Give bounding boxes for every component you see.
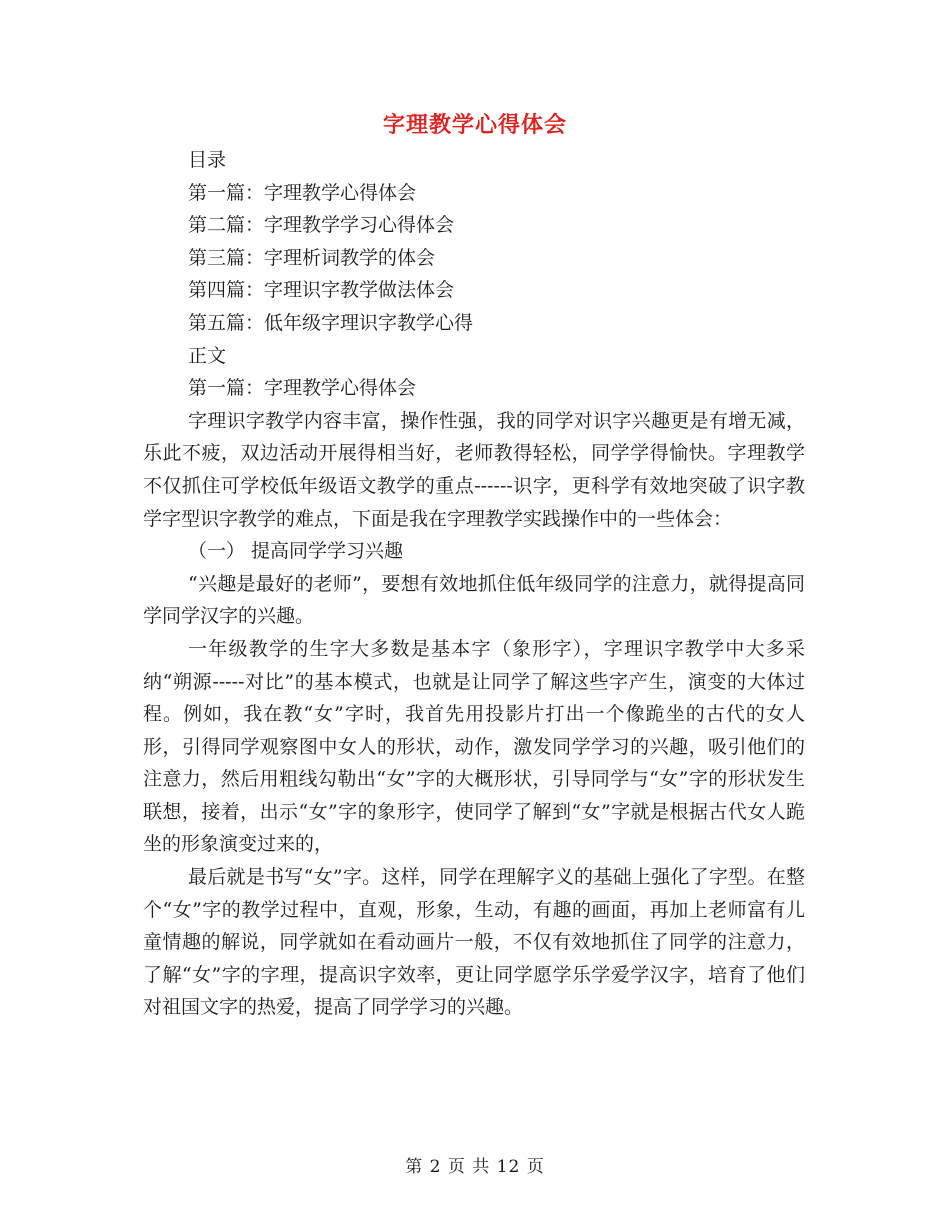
toc-item: 第一篇：字理教学心得体会	[188, 181, 417, 204]
toc-heading: 目录	[188, 149, 227, 171]
paragraph: “兴趣是最好的老师”，要想有效地抓住低年级同学的注意力，就得提高同学同学汉字的兴趣。	[143, 572, 805, 628]
page-footer: 第 2 页 共 12 页	[405, 1157, 545, 1177]
subheading: （一） 提高同学学习兴趣	[188, 540, 404, 563]
document-body	[143, 144, 805, 1024]
toc-item: 第二篇：字理教学学习心得体会	[188, 214, 455, 237]
paragraph: 一年级教学的生字大多数是基本字（象形字），字理识字教学中大多采纳“朔源-----对比”的基本模式，也就是让同学了解这些字产生，演变的大体过程。例如，我在教“女”字时，我首先用投影片打出一个像跪坐的古代的女人形，引得同学观察图中女人的形状，动作，激发同学学习的兴趣，吸引他们的注意力，然后用粗线勾勒出“女”字的大概形状，引导同学与“女”字的形状发生联想，接着，出示“女”字的象形字，使同学了解到“女”字就是根据古代女人跪坐的形象演变过来的，	[143, 637, 805, 856]
paragraph: 最后就是书写“女”字。这样，同学在理解字义的基础上强化了字型。在整个“女”字的教学过程中，直观，形象，生动，有趣的画面，再加上老师富有儿童情趣的解说，同学就如在看动画片一般，不仅有效地抓住了同学的注意力，了解“女”字的字理，提高识字效率，更让同学愿学乐学爱学汉字，培育了他们对祖国文字的热爱，提高了同学学习的兴趣。	[143, 866, 805, 1019]
body-heading: 正文	[188, 344, 227, 367]
toc-item: 第五篇：低年级字理识字教学心得	[188, 311, 474, 334]
toc-item: 第四篇：字理识字教学做法体会	[188, 279, 455, 302]
toc-item: 第三篇：字理析词教学的体会	[188, 246, 436, 269]
paragraph: 字理识字教学内容丰富，操作性强，我的同学对识字兴趣更是有增无减，乐此不疲，双边活动开展得相当好，老师教得轻松，同学学得愉快。字理教学不仅抓住可学校低年级语文教学的重点------识字，更科学有效地突破了识字教学字型识字教学的难点，下面是我在字理教学实践操作中的一些体会：	[143, 409, 805, 530]
document-title: 字理教学心得体会	[382, 113, 567, 138]
section-title: 第一篇：字理教学心得体会	[188, 377, 417, 400]
